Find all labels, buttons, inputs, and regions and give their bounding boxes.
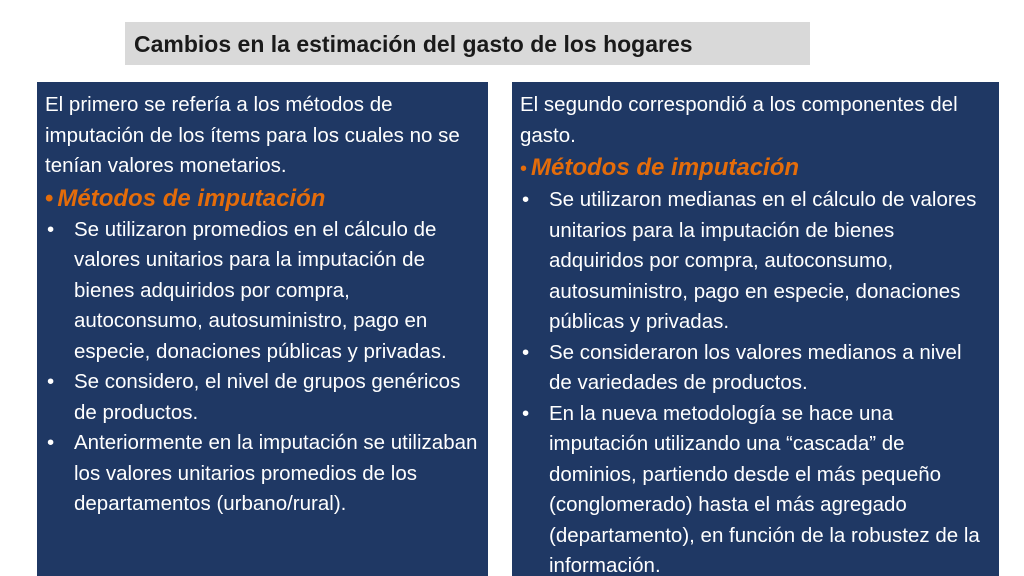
list-item (45, 215, 478, 368)
list-item (45, 428, 478, 520)
list-item (520, 399, 989, 576)
bullet-dot-icon: • (522, 340, 530, 364)
left-bullet-text: Se utilizaron promedios en el cálculo de valores unitarios para la imputación de bienes adquiridos por compra, autoconsumo, autosuministro, pago en especie, donaciones públicas y privadas. (74, 217, 447, 363)
right-panel (512, 82, 999, 576)
bullet-dot-icon: • (522, 401, 530, 425)
right-intro-text: El segundo correspondió a los componentes del gasto. (520, 93, 958, 147)
right-bullet-text: Se utilizaron medianas en el cálculo de valores unitarios para la imputación de bienes adquiridos por compra, autoconsumo, autosuministro, pago en especie, donaciones públicas y privadas. (549, 188, 977, 333)
right-heading-text: Métodos de imputación (531, 154, 800, 181)
right-heading-bullet: • (520, 158, 528, 180)
right-bullet-text: En la nueva metodología se hace una imputación utilizando una “cascada” de dominios, partiendo desde el más pequeño (conglomerado) hasta el más agregado (departamento), en función de la robustez de la información. (549, 401, 980, 576)
slide-title: Cambios en la estimación del gasto de los hogares (134, 31, 693, 57)
left-panel (37, 82, 488, 576)
right-bullet-list (520, 185, 989, 576)
right-bullet-text: Se consideraron los valores medianos a nivel de variedades de productos. (549, 340, 962, 394)
bullet-dot-icon: • (47, 431, 55, 454)
list-item (520, 338, 989, 399)
bullet-dot-icon: • (47, 217, 55, 241)
left-heading (45, 183, 478, 215)
left-heading-text: Métodos de imputación (57, 184, 326, 212)
list-item (45, 367, 478, 428)
left-intro-text: El primero se refería a los métodos de imputación de los ítems para los cuales no se tenían valores monetarios. (45, 93, 460, 177)
left-bullet-text: Anteriormente en la imputación se utilizaban los valores unitarios promedios de los departamentos (urbano/rural). (74, 431, 478, 515)
left-bullet-text: Se considero, el nivel de grupos genéricos de productos. (74, 370, 461, 424)
title-bar (125, 22, 810, 65)
bullet-dot-icon: • (522, 188, 530, 211)
left-bullet-list (45, 215, 478, 520)
bullet-dot-icon: • (47, 370, 55, 393)
left-heading-bullet: • (45, 184, 54, 212)
list-item (520, 185, 989, 338)
right-heading (520, 152, 989, 185)
